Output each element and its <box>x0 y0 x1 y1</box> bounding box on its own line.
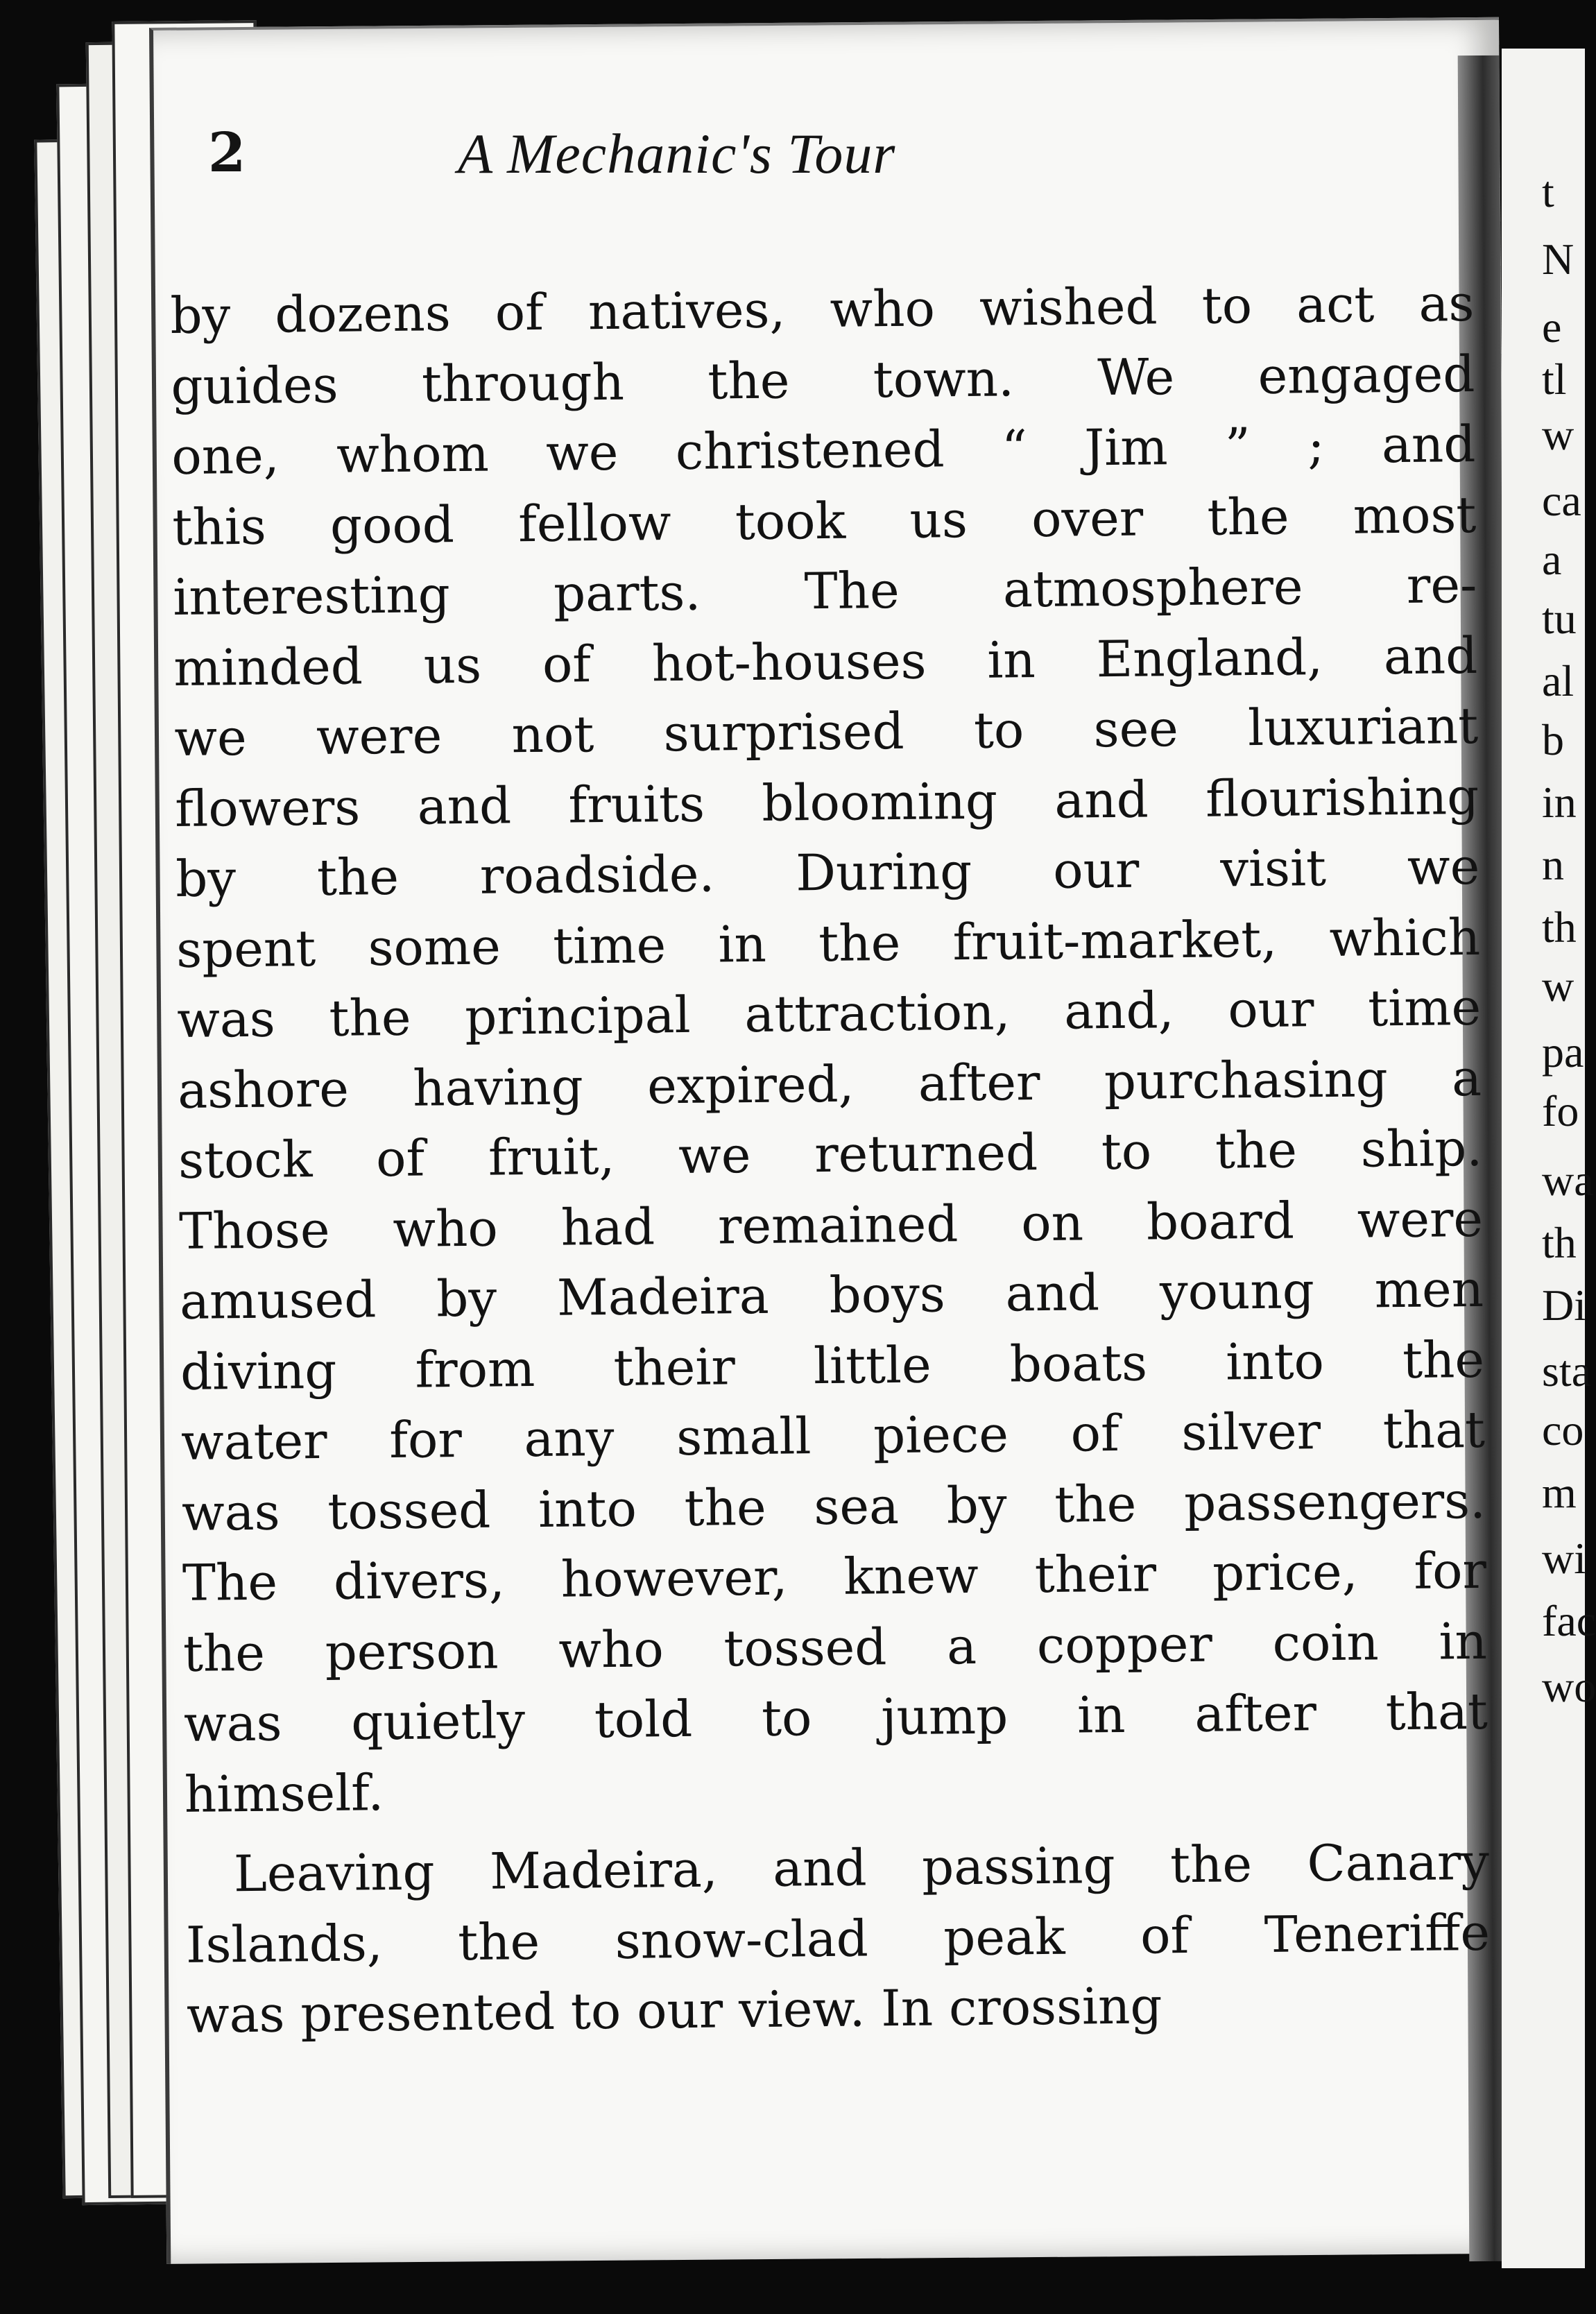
facing-page-fragment: fac <box>1542 1596 1596 1645</box>
facing-page-fragment: w <box>1542 410 1574 459</box>
facing-page-fragment: sta <box>1542 1346 1592 1396</box>
facing-page-fragment: tu <box>1542 594 1577 643</box>
text-line: one, whom we christened “ Jim ” ; and <box>171 414 1476 486</box>
text-line: was quietly told to jump in after that <box>183 1681 1488 1753</box>
text-line: amused by Madeira boys and young men <box>179 1259 1484 1330</box>
text-line: we were not surprised to see luxuriant <box>173 696 1479 767</box>
facing-page-fragment: m <box>1542 1468 1577 1517</box>
text-line: himself. <box>184 1763 384 1824</box>
facing-page-edge <box>1502 49 1596 2268</box>
text-line: by dozens of natives, who wished to act as <box>170 273 1475 345</box>
text-line: interesting parts. The atmosphere re- <box>172 555 1477 626</box>
facing-page-fragment: N <box>1542 234 1574 284</box>
text-line: flowers and fruits blooming and flourishing <box>174 766 1479 838</box>
facing-page-fragment: tl <box>1542 354 1567 404</box>
facing-page-fragment: e <box>1542 302 1562 352</box>
body-text <box>170 268 1491 2050</box>
text-line: Islands, the snow-clad peak of Teneriffe <box>185 1903 1491 1974</box>
facing-page-fragment: Di <box>1542 1280 1586 1330</box>
facing-page-fragment: b <box>1542 715 1564 764</box>
text-line: ashore having expired, after purchasing a <box>177 1048 1482 1120</box>
facing-page-fragment: n <box>1542 840 1564 889</box>
facing-page-fragment: th <box>1542 1218 1577 1267</box>
facing-page-fragment: wi <box>1542 1534 1586 1583</box>
facing-page-fragment: wo <box>1542 1662 1596 1711</box>
facing-page-fragment: ca <box>1542 476 1581 525</box>
text-line: was presented to our view. In crossing <box>186 1976 1162 2044</box>
text-line: stock of fruit, we returned to the ship. <box>178 1118 1483 1190</box>
facing-page-fragment: wa <box>1542 1156 1594 1205</box>
text-line: was the principal attraction, and, our time <box>176 977 1482 1049</box>
text-line: minded us of hot-houses in England, and <box>173 626 1478 697</box>
text-line: water for any small piece of silver that <box>180 1400 1486 1471</box>
text-line: spent some time in the fruit-market, which <box>175 907 1481 979</box>
paragraph-2 <box>185 1827 1491 2051</box>
paragraph-1 <box>170 268 1488 1830</box>
text-line: Leaving Madeira, and passing the Canary <box>233 1832 1490 1903</box>
facing-page-fragment: th <box>1542 902 1577 952</box>
text-line: diving from their little boats into the <box>180 1330 1485 1401</box>
text-line: was tossed into the sea by the passengers. <box>181 1471 1486 1542</box>
facing-page-fragment: al <box>1542 656 1574 705</box>
running-head-title: A Mechanic's Tour <box>458 122 896 185</box>
text-line: guides through the town. We engaged <box>171 344 1475 415</box>
text-line: The divers, however, knew their price, for <box>182 1541 1487 1612</box>
facing-page-fragment: t <box>1542 167 1554 216</box>
facing-page-fragment: w <box>1542 961 1574 1011</box>
page-number: 2 <box>208 121 246 185</box>
facing-page-fragment: co <box>1542 1405 1584 1455</box>
facing-page-fragment: a <box>1542 535 1562 584</box>
text-line: the person who tossed a copper coin in <box>182 1611 1488 1683</box>
text-line: by the roadside. During our visit we <box>175 837 1480 908</box>
text-line: this good fellow took us over the most <box>171 485 1477 556</box>
facing-page-fragment: in <box>1542 778 1577 827</box>
facing-page-fragment: fo <box>1542 1086 1579 1135</box>
facing-page-fragment: pa <box>1542 1027 1584 1077</box>
text-line: Those who had remained on board were <box>178 1189 1484 1260</box>
